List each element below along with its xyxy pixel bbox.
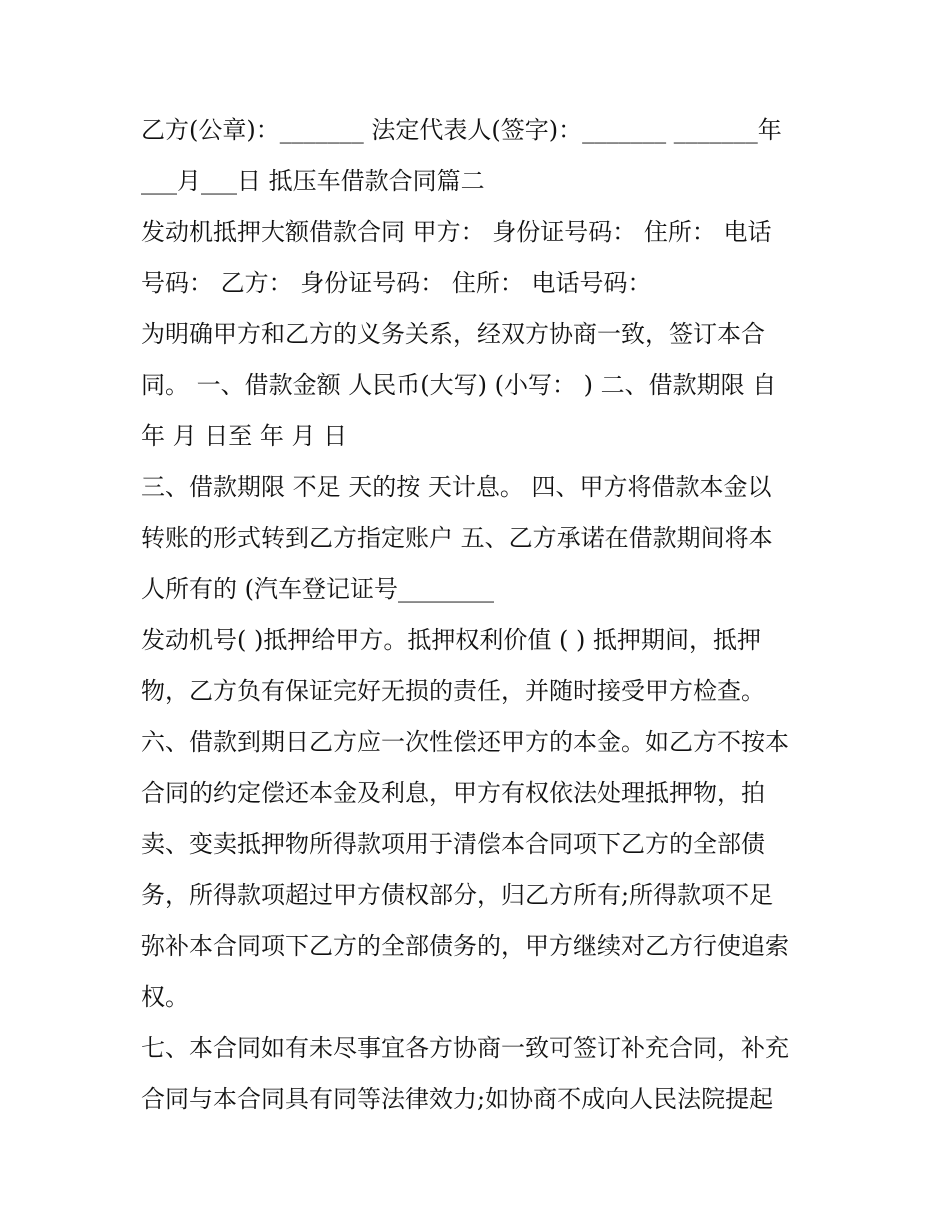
text-line-13: 六、借款到期日乙方应一次性偿还甲方的本金。如乙方不按本 (141, 728, 789, 756)
text-line-19: 七、本合同如有未尽事宜各方协商一致可签订补充合同，补充 (141, 1034, 789, 1062)
contract-text (141, 110, 821, 1130)
text-line-10: 人所有的 (汽车登记证号________ (141, 575, 494, 603)
text-line-9: 转账的形式转到乙方指定账户 五、乙方承诺在借款期间将本 (141, 524, 773, 552)
text-line-7: 年 月 日至 年 月 日 (141, 422, 348, 450)
text-line-4: 号码： 乙方： 身份证号码： 住所： 电话号码： (141, 269, 652, 297)
text-line-17: 弥补本合同项下乙方的全部债务的，甲方继续对乙方行使追索 (141, 932, 789, 960)
text-line-15: 卖、变卖抵押物所得款项用于清偿本合同项下乙方的全部债 (141, 830, 765, 858)
text-line-20: 合同与本合同具有同等法律效力;如协商不成向人民法院提起 (141, 1085, 774, 1113)
text-line-11: 发动机号( )抵押给甲方。抵押权利价值 ( ) 抵押期间，抵押 (141, 626, 761, 654)
text-line-14: 合同的约定偿还本金及利息，甲方有权依法处理抵押物，拍 (141, 779, 765, 807)
text-line-6: 同。 一、借款金额 人民币(大写) (小写： ) 二、借款期限 自 (141, 371, 777, 399)
text-line-8: 三、借款期限 不足 天的按 天计息。 四、甲方将借款本金以 (141, 473, 772, 501)
text-line-2: ___月___日 抵压车借款合同篇二 (141, 167, 485, 195)
text-line-1: 乙方(公章)：_______ 法定代表人(签字)：_______ _______年 (141, 116, 782, 144)
text-line-3: 发动机抵押大额借款合同 甲方： 身份证号码： 住所： 电话 (141, 218, 772, 246)
text-line-16: 务，所得款项超过甲方债权部分，归乙方所有;所得款项不足 (141, 881, 774, 909)
text-line-12: 物，乙方负有保证完好无损的责任，并随时接受甲方检查。 (141, 677, 765, 705)
text-line-18: 权。 (141, 983, 189, 1011)
text-line-5: 为明确甲方和乙方的义务关系，经双方协商一致，签订本合 (141, 320, 765, 348)
